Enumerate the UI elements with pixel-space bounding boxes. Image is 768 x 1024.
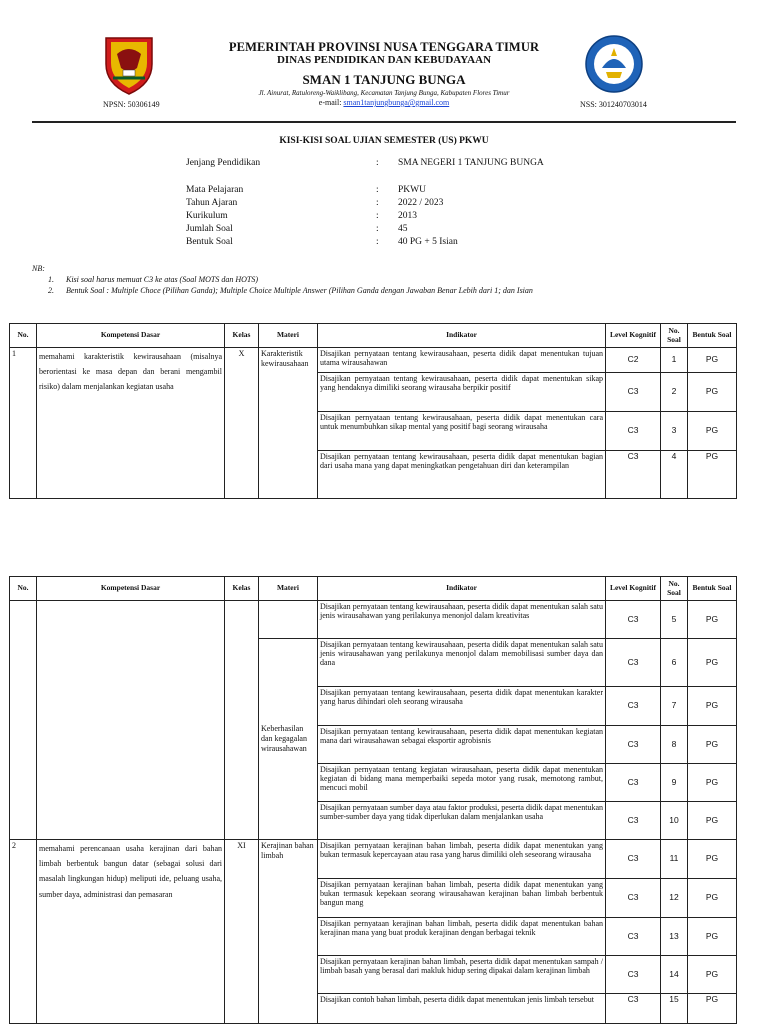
question-no-cell: 10 [661,802,688,840]
class-cell: XI [225,840,259,1024]
meta-colon: : [376,185,379,195]
level-cell: C3 [606,918,661,956]
level-cell: C3 [606,764,661,802]
meta-label: Kurikulum [186,211,228,221]
question-no-cell: 3 [661,412,688,451]
col-header-level: Level Kognitif [606,577,661,601]
level-cell: C3 [606,840,661,879]
npsn-text: NPSN: 50306149 [103,100,160,109]
meta-value: 40 PG + 5 Isian [398,237,458,247]
header-school-name: SMAN 1 TANJUNG BUNGA [302,72,466,87]
table-row [10,348,737,373]
question-no-cell: 13 [661,918,688,956]
level-cell: C2 [606,348,661,373]
col-header-indikator: Indikator [318,324,606,348]
row-no: 2 [10,840,37,1024]
question-no-cell: 9 [661,764,688,802]
nss-text: NSS: 301240703014 [580,100,647,109]
meta-value: 2022 / 2023 [398,198,444,208]
level-cell: C3 [606,451,661,499]
col-header-level: Level Kognitif [606,324,661,348]
notes-heading: NB: [32,264,45,273]
email-link[interactable]: sman1tanjungbunga@gmail.com [343,98,450,107]
meta-colon: : [376,224,379,234]
col-header-no: No. [10,577,37,601]
indicator-cell: Disajikan pernyataan tentang kewirausahaan, peserta didik dapat menentukan kegiatan mana dari wirausahawan sebagai eksportir agrobisnis [318,726,606,764]
header-address: Jl. Ainurat, Ratuloreng-Waiklibang, Kecamatan Tanjung Bunga, Kabupaten Flores Timur [258,89,510,97]
question-no-cell: 6 [661,639,688,687]
grid-table-1 [9,323,737,499]
indicator-cell: Disajikan pernyataan tentang kewirausahaan, peserta didik dapat menentukan salah satu jenis wirausahawan yang perilakunya menonjol dalam kreativitas [318,601,606,639]
level-cell: C3 [606,373,661,412]
row-no: 1 [10,348,37,499]
level-cell: C3 [606,956,661,994]
header-department: DINAS PENDIDIKAN DAN KEBUDAYAAN [276,54,492,66]
meta-label: Jumlah Soal [186,224,233,234]
col-header-kd: Kompetensi Dasar [37,324,225,348]
question-no-cell: 14 [661,956,688,994]
indicator-cell: Disajikan pernyataan tentang kewirausahaan, peserta didik dapat menentukan sikap yang hendaknya dimiliki seorang wirausaha berpikir positif [318,373,606,412]
note-number: 2. [48,286,54,295]
competency-cell [37,601,225,840]
col-header-kd: Kompetensi Dasar [37,577,225,601]
form-cell: PG [688,840,737,879]
header-government: PEMERINTAH PROVINSI NUSA TENGGARA TIMUR [228,40,540,54]
meta-value: 2013 [398,211,417,221]
form-cell: PG [688,956,737,994]
col-header-bentuk: Bentuk Soal [688,324,737,348]
form-cell: PG [688,687,737,726]
indicator-cell: Disajikan pernyataan tentang kewirausahaan, peserta didik dapat menentukan cara untuk menumbuhkan sikap mental yang positif bagi seorang wirausaha [318,412,606,451]
col-header-no: No. [10,324,37,348]
form-cell: PG [688,994,737,1024]
form-cell: PG [688,601,737,639]
col-header-no-soal: No. Soal [661,324,688,348]
level-cell: C3 [606,639,661,687]
indicator-cell: Disajikan pernyataan tentang kegiatan wirausahaan, peserta didik dapat menentukan kegiatan di bidang mana memperbaiki sepeda motor yang rusak, memotong rambut, mencuci mobil [318,764,606,802]
col-header-kelas: Kelas [225,577,259,601]
level-cell: C3 [606,994,661,1024]
form-cell: PG [688,918,737,956]
indicator-cell: Disajikan pernyataan sumber daya atau faktor produksi, peserta didik dapat menentukan sumber-sumber daya yang tidak diperlukan dalam menjalankan usaha [318,802,606,840]
question-no-cell: 7 [661,687,688,726]
level-cell: C3 [606,802,661,840]
indicator-cell: Disajikan pernyataan kerajinan bahan limbah, peserta didik dapat menentukan yang bukan termasuk kepercayaan atau rasa yang harus dimiliki oleh seseorang wirausaha [318,840,606,879]
meta-value: SMA NEGERI 1 TANJUNG BUNGA [398,158,544,168]
col-header-materi: Materi [259,577,318,601]
indicator-cell: Disajikan pernyataan tentang kewirausahaan, peserta didik dapat menentukan salah satu jenis wirausahawan yang perilakunya menonjol dalam memobilisasi sumber daya dan dana [318,639,606,687]
question-no-cell: 8 [661,726,688,764]
meta-value: 45 [398,224,408,234]
col-header-bentuk: Bentuk Soal [688,577,737,601]
class-cell [225,601,259,840]
material-cell: Keberhasilan dan kegagalan wirausahawan [259,639,318,840]
indicator-cell: Disajikan pernyataan kerajinan bahan limbah, peserta didik dapat menentukan sampah / limbah basah yang berasal dari makluk hidup sering dipakai dalam kerajinan limbah [318,956,606,994]
form-cell: PG [688,373,737,412]
col-header-no-soal: No. Soal [661,577,688,601]
row-no [10,601,37,840]
email-label: e-mail: [318,98,344,107]
indicator-cell: Disajikan contoh bahan limbah, peserta didik dapat menentukan jenis limbah tersebut [318,994,606,1024]
meta-colon: : [376,211,379,221]
note-text: Kisi soal harus memuat C3 ke atas (Soal MOTS dan HOTS) [66,275,259,284]
col-header-kelas: Kelas [225,324,259,348]
competency-cell: memahami karakteristik kewirausahaan (misalnya berorientasi ke masa depan dan berani mengambil risiko) dalam menjalankan kegiatan usaha [37,348,225,499]
meta-colon: : [376,237,379,247]
table-row [10,840,737,879]
indicator-cell: Disajikan pernyataan tentang kewirausahaan, peserta didik dapat menentukan bagian dari usaha mana yang dapat meningkatkan pengetahuan diri dan keterampilan [318,451,606,499]
col-header-materi: Materi [259,324,318,348]
question-no-cell: 15 [661,994,688,1024]
form-cell: PG [688,726,737,764]
question-no-cell: 11 [661,840,688,879]
form-cell: PG [688,348,737,373]
form-cell: PG [688,639,737,687]
note-text: Bentuk Soal : Multiple Choce (Pilihan Ganda); Multiple Choice Multiple Answer (Pilihan Ganda dengan Jawaban Benar Lebih dari 1; dan Isian [66,286,533,295]
level-cell: C3 [606,879,661,918]
form-cell: PG [688,412,737,451]
question-no-cell: 1 [661,348,688,373]
indicator-cell: Disajikan pernyataan kerajinan bahan limbah, peserta didik dapat menentukan bahan kerajinan mana yang buat produk kerajinan dengan berbagai teknik [318,918,606,956]
note-number: 1. [48,275,54,284]
grid-table-2 [9,576,737,1024]
indicator-cell: Disajikan pernyataan tentang kewirausahaan, peserta didik dapat menentukan tujuan utama wirausahawan [318,348,606,373]
table-header-row [10,324,737,348]
meta-label: Mata Pelajaran [186,185,244,195]
level-cell: C3 [606,726,661,764]
letterhead [0,28,768,120]
form-cell: PG [688,802,737,840]
indicator-cell: Disajikan pernyataan kerajinan bahan limbah, peserta didik dapat menentukan yang bukan termasuk kepekaan seorang wirausahawan kerajinan bahan limbah berbentuk bangun mang [318,879,606,918]
meta-label: Tahun Ajaran [186,198,238,208]
meta-colon: : [376,158,379,168]
col-header-indikator: Indikator [318,577,606,601]
meta-label: Jenjang Pendidikan [186,158,261,168]
material-cell [259,601,318,639]
form-cell: PG [688,879,737,918]
level-cell: C3 [606,601,661,639]
competency-cell: memahami perencanaan usaha kerajinan dari bahan limbah berbentuk bangun datar (sebagai solusi dari masalah lingkungan hidup) meliputi ide, peluang usaha, sumber daya, administrasi dan pemasaran [37,840,225,1024]
material-cell: Karakteristik kewirausahaan [259,348,318,499]
indicator-cell: Disajikan pernyataan tentang kewirausahaan, peserta didik dapat menentukan karakter yang harus dihindari oleh seorang wirausaha [318,687,606,726]
level-cell: C3 [606,687,661,726]
table-row [10,601,737,639]
table-header-row [10,577,737,601]
document-title: KISI-KISI SOAL UJIAN SEMESTER (US) PKWU [279,136,489,146]
material-cell: Kerajinan bahan limbah [259,840,318,1024]
question-no-cell: 5 [661,601,688,639]
meta-value: PKWU [398,185,426,195]
question-no-cell: 2 [661,373,688,412]
form-cell: PG [688,451,737,499]
class-cell: X [225,348,259,499]
meta-label: Bentuk Soal [186,237,233,247]
form-cell: PG [688,764,737,802]
question-no-cell: 12 [661,879,688,918]
meta-colon: : [376,198,379,208]
header-divider [32,121,736,123]
question-no-cell: 4 [661,451,688,499]
level-cell: C3 [606,412,661,451]
